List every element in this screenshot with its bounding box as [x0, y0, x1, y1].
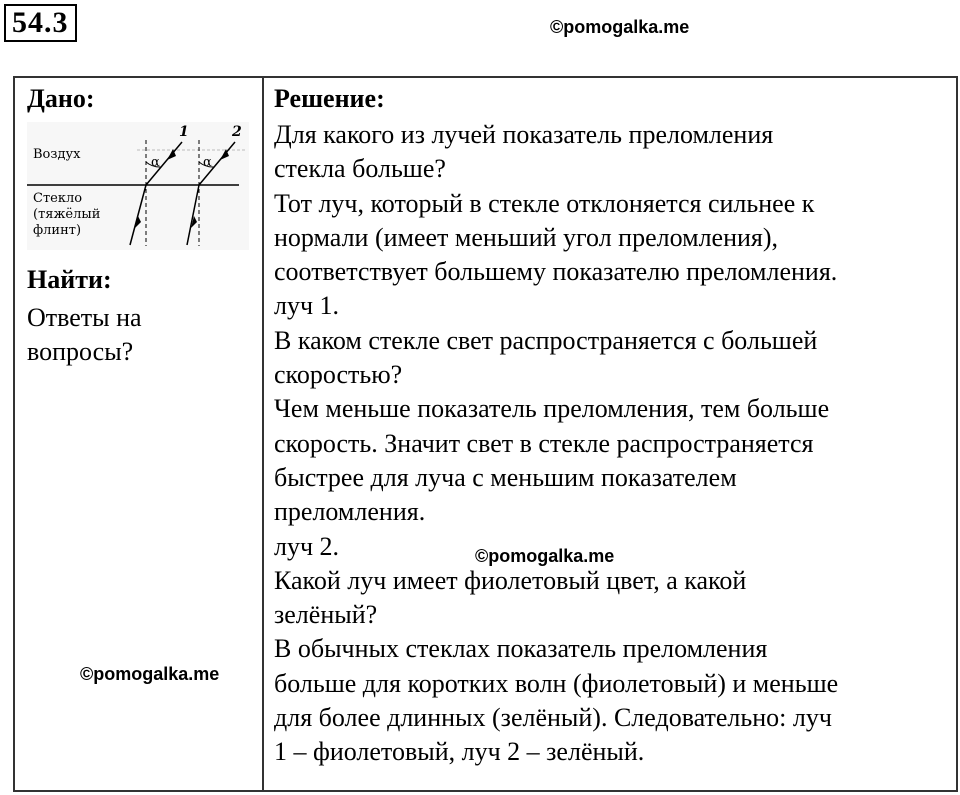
solution-line: Для какого из лучей показатель преломления	[274, 120, 774, 149]
solution-line: соответствует большему показателю преломления.	[274, 257, 838, 287]
solution-line: 1 – фиолетовый, луч 2 – зелёный.	[274, 737, 645, 767]
solution-heading: Решение:	[274, 84, 385, 113]
solution-line: Какой луч имеет фиолетовый цвет, а какой	[274, 565, 747, 595]
solution-line: преломления.	[274, 497, 426, 527]
find-text	[27, 301, 262, 370]
find-line: Ответы на	[27, 303, 142, 332]
label-air: Воздух	[33, 147, 81, 162]
watermark-top: ©pomogalka.me	[550, 17, 690, 37]
solution-line: В каком стекле свет распространяется с большей	[274, 325, 818, 355]
solution-line: Тот луч, который в стекле отклоняется сильнее к	[274, 188, 815, 218]
solution-line: стекла больше?	[274, 154, 446, 184]
angle-alpha-2: α	[203, 155, 212, 170]
solution-line: луч 2.	[274, 531, 340, 561]
find-heading: Найти:	[27, 265, 112, 294]
solution-line: В обычных стеклах показатель преломления	[274, 634, 768, 664]
solution-line: нормали (имеет меньший угол преломления),	[274, 222, 779, 252]
solution-line: Чем меньше показатель преломления, тем больше	[274, 394, 830, 424]
svg-text:флинт): флинт)	[33, 223, 82, 238]
solution-line: луч 1.	[274, 291, 340, 321]
svg-text:(тяжёлый: (тяжёлый	[33, 207, 101, 222]
ray-label-1: 1	[179, 124, 189, 140]
task-number: 54.3	[4, 4, 77, 42]
solution-text	[274, 118, 956, 770]
solution-line: для более длинных (зелёный). Следовательно: луч	[274, 703, 832, 733]
find-line: вопросы?	[27, 337, 134, 367]
refraction-diagram	[27, 122, 249, 250]
solution-line: скоростью?	[274, 360, 403, 390]
solution-line: зелёный?	[274, 600, 378, 630]
ray-label-2: 2	[232, 124, 242, 140]
label-glass: Стекло	[33, 191, 83, 206]
solution-line: скорость. Значит свет в стекле распространяется	[274, 428, 814, 458]
watermark-middle: ©pomogalka.me	[475, 546, 615, 566]
given-heading: Дано:	[27, 84, 95, 113]
angle-alpha-1: α	[151, 155, 160, 170]
solution-line: быстрее для луча с меньшим показателем	[274, 462, 737, 492]
watermark-left: ©pomogalka.me	[80, 664, 220, 684]
solution-column	[263, 77, 957, 791]
solution-line: больше для коротких волн (фиолетовый) и меньше	[274, 668, 839, 698]
